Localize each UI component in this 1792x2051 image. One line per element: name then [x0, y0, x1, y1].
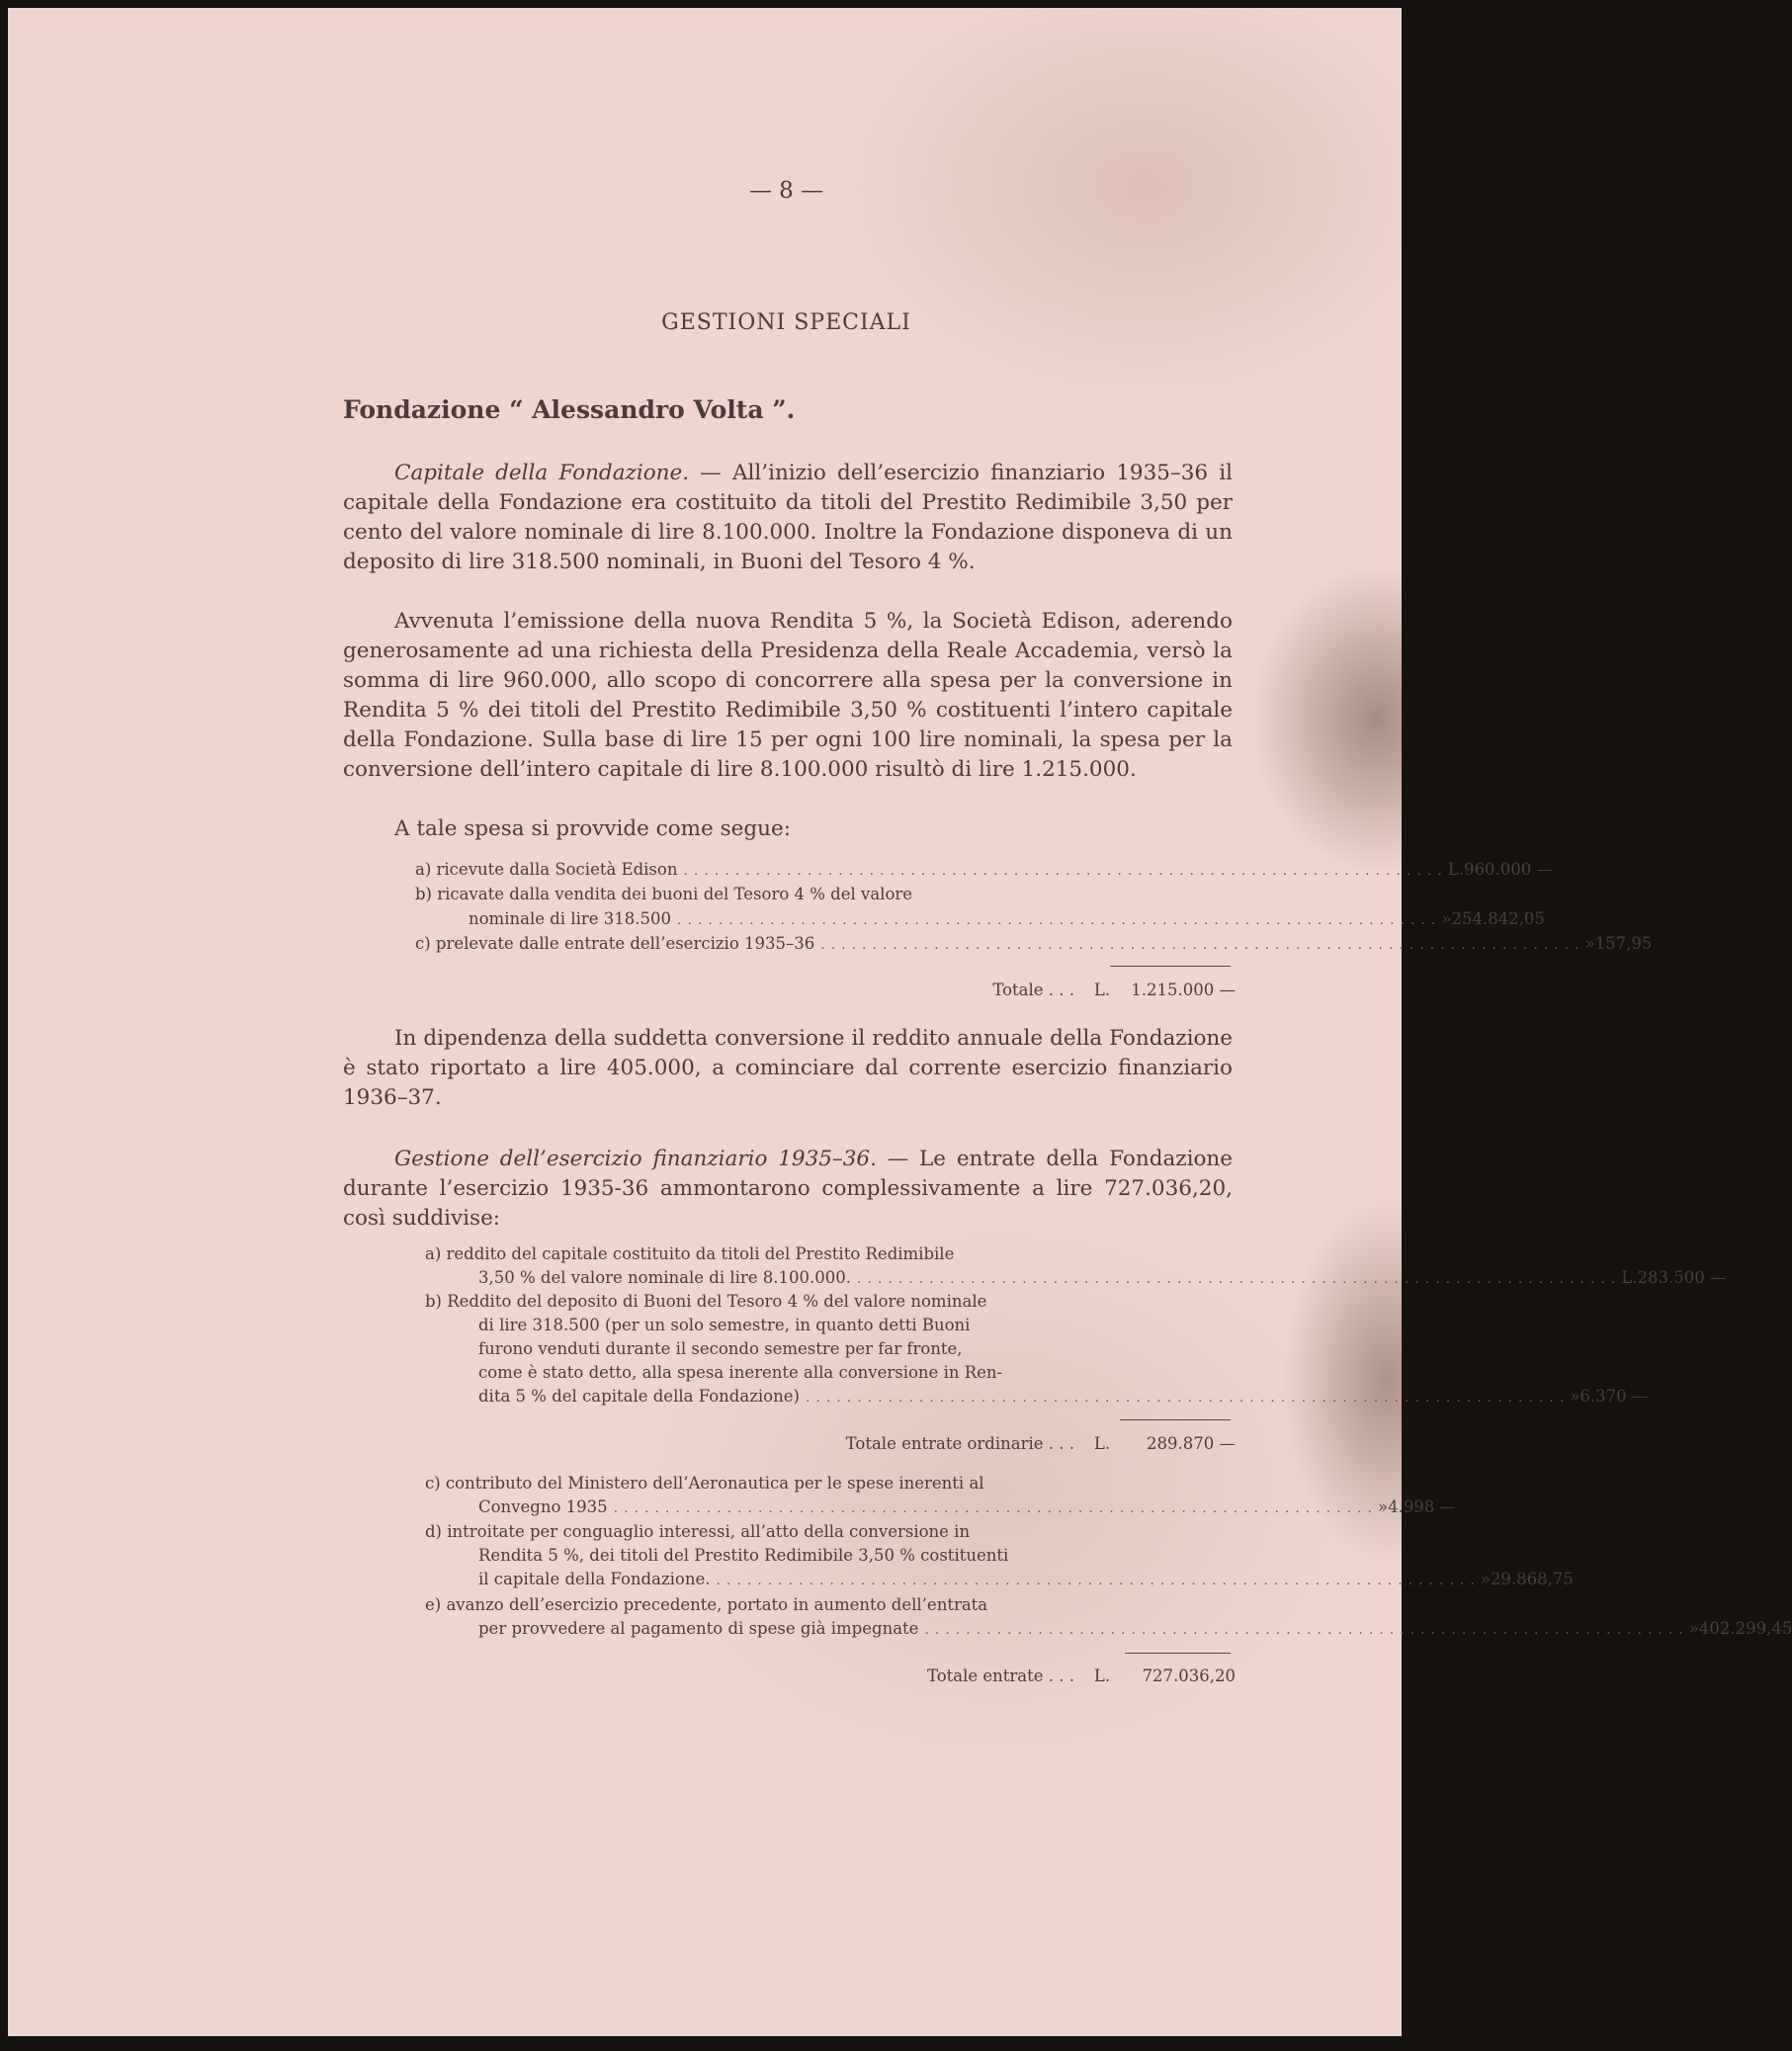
management-item-c: Convegno 1935 .......................................................................... » 4.998 — [478, 1497, 1457, 1516]
management-item-a: 3,50 % del valore nominale di lire 8.100.000. .......................................................................... L. 283.500 — [478, 1268, 1727, 1287]
capital-item-b-cont: nominale di lire 318.500 .......................................................................... » 254.842,05 [469, 909, 1545, 928]
leader-dots: .......................................................................... [805, 1390, 1571, 1406]
capital-paragraph-1: Capitale della Fondazione. — All’inizio dell’esercizio finanziario 1935–36 il capitale della Fondazione era costituito da titoli del Prestito Redimibile 3,50 per cento del valore nominale di lire 8.100.000. Inoltre la Fondazione disponeva di un deposito di lire 318.500 nominali, in Buoni del Tesoro 4 %. [343, 461, 1234, 574]
management-item-b: dita 5 % del capitale della Fondazione) .......................................................................... » 6.370 — [478, 1387, 1649, 1406]
management-item-b-line-4: come è stato detto, alla spesa inerente alla conversione in Ren- [478, 1363, 1003, 1382]
leader-dots: .......................................................................... [716, 1573, 1481, 1588]
management-item-c-line-1: c) contributo del Ministero dell’Aeronautica per le spese inerenti al [425, 1474, 984, 1493]
management-item-d-line-2: Rendita 5 %, dei titoli del Prestito Redimibile 3,50 % costituenti [478, 1546, 1009, 1565]
leader-dots: .......................................................................... [683, 863, 1448, 879]
total-rule [1110, 966, 1231, 967]
management-item-b-line-1: b) Reddito del deposito di Buoni del Tesoro 4 % del valore nominale [425, 1292, 987, 1311]
grand-total-rule [1125, 1653, 1231, 1654]
grand-total: Totale entrate . . . L. 727.036,20 [926, 1666, 1236, 1685]
capital-item-b: b) ricavate dalla vendita dei buoni del Tesoro 4 % del valore [415, 885, 913, 903]
section-heading: GESTIONI SPECIALI [661, 310, 911, 335]
management-paragraph-1: Gestione dell’esercizio finanziario 1935–36. — Le entrate della Fondazione durante l’esercizio 1935-36 ammontarono complessivamente a lire 727.036,20, così suddivise: [343, 1147, 1233, 1231]
management-item-d: il capitale della Fondazione. .......................................................................... » 29.868,75 [478, 1570, 1574, 1588]
document-page [8, 8, 1792, 2036]
leader-dots: .......................................................................... [924, 1622, 1689, 1638]
capital-item-a: a) ricevute dalla Società Edison .......................................................................... L. 960.000 — [415, 860, 1553, 879]
capital-item-c: c) prelevate dalle entrate dell’esercizio 1935–36 .......................................................................... » 157,95 [415, 934, 1653, 953]
management-item-d-line-1: d) introitate per conguaglio interessi, all’atto della conversione in [425, 1522, 971, 1541]
leader-dots: .......................................................................... [613, 1500, 1378, 1516]
management-item-e-line-1: e) avanzo dell’esercizio precedente, portato in aumento dell’entrata [425, 1595, 988, 1614]
leader-dots: .......................................................................... [677, 912, 1442, 928]
foundation-title: Fondazione “ Alessandro Volta ”. [343, 395, 796, 424]
capital-paragraph-4: In dipendenza della suddetta conversione il reddito annuale della Fondazione è stato riportato a lire 405.000, a cominciare dal corrente esercizio finanziario 1936–37. [343, 1026, 1233, 1110]
leader-dots: .......................................................................... [820, 937, 1585, 953]
management-item-b-line-3: furono venduti durante il secondo semestre per far fronte, [478, 1339, 963, 1358]
management-item-a-line-1: a) reddito del capitale costituito da titoli del Prestito Redimibile [425, 1244, 955, 1263]
management-item-b-line-2: di lire 318.500 (per un solo semestre, in quanto detti Buoni [478, 1316, 971, 1334]
leader-dots: .......................................................................... [857, 1271, 1622, 1287]
management-item-e: per provvedere al pagamento di spese già impegnate .......................................................................... » 402.299,45 [478, 1619, 1792, 1638]
page-number: — 8 — [748, 178, 824, 204]
capital-total: Totale . . . L. 1.215.000 — [992, 981, 1236, 999]
capital-lead: Capitale della Fondazione. [394, 461, 690, 485]
capital-paragraph-2: Avvenuta l’emissione della nuova Rendita 5 %, la Società Edison, aderendo generosamente ad una richiesta della Presidenza della Reale Accademia, versò la somma di lire 960.000, allo scopo di concorrere alla spesa per la conversione in Rendita 5 % dei titoli del Prestito Redimibile 3,50 % costituenti l’intero capitale della Fondazione. Sulla base di lire 15 per ogni 100 lire nominali, la spesa per la conversione dell’intero capitale di lire 8.100.000 risultò di lire 1.215.000. [343, 609, 1233, 782]
subtotal-rule [1120, 1419, 1231, 1420]
capital-paragraph-3: A tale spesa si provvide come segue: [394, 816, 791, 841]
management-lead: Gestione dell’esercizio finanziario 1935–36. [394, 1147, 877, 1171]
ordinary-total: Totale entrate ordinarie . . . L. 289.870 — [845, 1434, 1236, 1453]
